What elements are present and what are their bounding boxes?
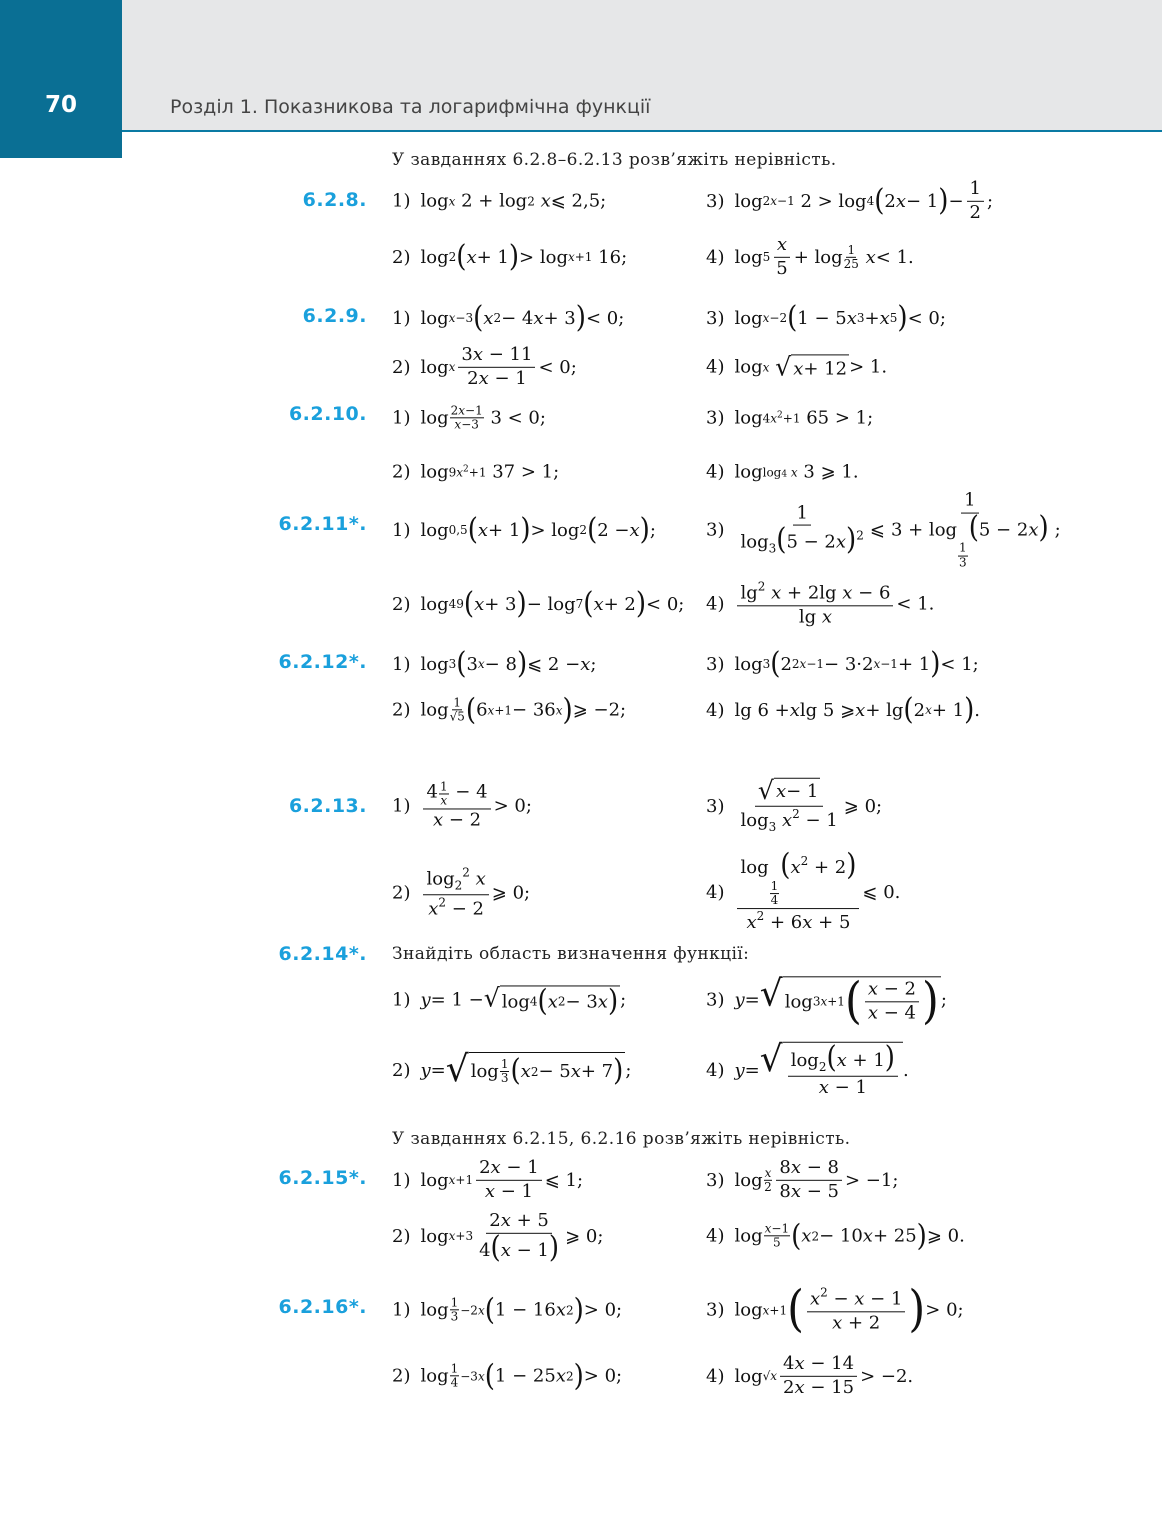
math-expression: 3) log x+1 ( $\frac{x^2 - x - 1}{x + 2}$ ) > 0; bbox=[706, 1280, 964, 1339]
math-expression: 1) log 0,5 ( x + 1 ) > log 2 ( 2 − x ) ; bbox=[392, 512, 656, 548]
instruction-text: У завданнях 6.2.15, 6.2.16 розв’яжіть нерівність. bbox=[392, 1129, 851, 1149]
problem-row bbox=[0, 692, 1162, 728]
problem-row bbox=[0, 1038, 1162, 1098]
math-expression: 4) $\frac{\lg^2 x + 2\lg x - 6}{\text{lg x}}$ < 1. bbox=[706, 579, 935, 627]
problem-number: 6.2.12*. bbox=[278, 651, 367, 673]
math-expression: 2) log 1 4 −3x ( 1 − 25 x 2 ) > 0; bbox=[392, 1358, 623, 1394]
problem-row bbox=[0, 972, 1162, 1030]
math-expression: 1) log 3 ( 3 x − 8 ) ⩽ 2 − x ; bbox=[392, 646, 597, 682]
math-expression: 2) log $9x^2+1$ 37 > 1; bbox=[392, 461, 560, 483]
math-expression: 4) y = √ $\frac{\log_2(x + 1)}{x - 1}$ . bbox=[706, 1038, 909, 1098]
math-expression: 2) log x+3 $\frac{2x + 5}{4(x - 1)}$ ⩾ 0; bbox=[392, 1209, 604, 1265]
problem-row bbox=[0, 579, 1162, 627]
problem-row bbox=[0, 1352, 1162, 1398]
math-expression: 1) log x−3 ( x 2 − 4 x + 3 ) < 0; bbox=[392, 300, 625, 336]
math-expression: 4) log √x $\frac{4x - 14}{2x - 15}$ > −2. bbox=[706, 1352, 914, 1398]
math-expression: 4) log 5 $\frac{x}{5}$ + log 1 25 x < 1. bbox=[706, 233, 914, 279]
math-expression: 1) log 1 3 −2x ( 1 − 16 x 2 ) > 0; bbox=[392, 1292, 623, 1328]
problem-row bbox=[0, 1209, 1162, 1265]
math-expression: 3) $\frac{1}{\log_3(5 - 2x)^2}$ ⩽ 1 3 + log $\frac{1}{3}$ (5 − 2x) ; bbox=[706, 489, 1061, 570]
math-expression: 1) log x+1 $\frac{2x - 1}{x - 1}$ ⩽ 1; bbox=[392, 1156, 584, 1202]
math-expression: 3) log 3 ( 2 2x−1 − 3·2 x−1 + 1 ) < 1; bbox=[706, 646, 979, 682]
math-expression: 1) log 2x−1 x−3 3 < 0; bbox=[392, 403, 546, 432]
chapter-title: Розділ 1. Показникова та логарифмічна функції bbox=[170, 96, 651, 118]
math-expression: 3) √ x − 1 $\log_3 x^2 - 1$ ⩾ 0; bbox=[706, 775, 883, 834]
math-expression: 2) y = √ log 1 3 ( x 2 − 5 x + 7 ) ; bbox=[392, 1049, 632, 1090]
math-expression: 2) log 1 √5 ( 6 x+1 − 36 x ) ⩾ −2; bbox=[392, 692, 627, 728]
math-expression: 3) log 2x−1 2 > log 4 ( 2 x − 1 ) − $\frac{1}{2}$ ; bbox=[706, 177, 994, 223]
math-expression: 3) log x 2 $\frac{8x - 8}{8x - 5}$ > −1; bbox=[706, 1156, 899, 1202]
problem-row bbox=[0, 343, 1162, 389]
page-number: 70 bbox=[44, 92, 77, 118]
math-expression: 4) log log4 x 3 ⩾ 1. bbox=[706, 461, 859, 483]
math-expression: 4) log $\frac{1}{4}$ $(x^2 + 2)$ $x^2 + 6x + 5$ ⩽ 0. bbox=[706, 847, 901, 934]
math-expression: 4) lg 6 + x lg 5 ⩾ x + lg ( 2 x + 1 ) . bbox=[706, 692, 981, 728]
instruction-text: Знайдіть область визначення функції: bbox=[392, 944, 750, 964]
math-expression: 1) 4 $\frac{1}{x}$ − 4 x − 2 > 0; bbox=[392, 779, 532, 831]
math-expression: 2) $\frac{\log_2^2 x}{x^2 - 2}$ ⩾ 0; bbox=[392, 865, 531, 920]
problem-number: 6.2.15*. bbox=[278, 1167, 367, 1189]
instruction-text: У завданнях 6.2.8–6.2.13 розв’яжіть нерівність. bbox=[392, 150, 837, 170]
problem-number: 6.2.16*. bbox=[278, 1296, 367, 1318]
math-expression: 4) log x−1 5 ( x 2 − 10 x + 25 ) ⩾ 0. bbox=[706, 1218, 965, 1254]
problem-number: 6.2.9. bbox=[302, 305, 367, 327]
math-expression: 3) log x−2 ( 1 − 5 x 3 + x 5 ) < 0; bbox=[706, 300, 946, 336]
problem-row bbox=[0, 847, 1162, 934]
problem-row bbox=[0, 233, 1162, 279]
math-expression: 2) log 2 ( x + 1 ) > log x+1 16; bbox=[392, 239, 628, 275]
math-expression: 4) log x √ x + 12 > 1. bbox=[706, 352, 888, 382]
problem-number: 6.2.11*. bbox=[278, 513, 367, 535]
math-expression: 2) log x $\frac{3x - 11}{2x - 1}$ < 0; bbox=[392, 343, 577, 389]
math-expression: 1) y = 1 − √ log 4 ( x 2 − 3 x ) ; bbox=[392, 983, 627, 1019]
problem-number: 6.2.10. bbox=[288, 403, 367, 425]
problem-number: 6.2.13. bbox=[288, 795, 367, 817]
problem-row bbox=[0, 461, 1162, 483]
problem-number: 6.2.8. bbox=[302, 189, 367, 211]
math-expression: 2) log 49 ( x + 3 ) − log 7 ( x + 2 ) < 0; bbox=[392, 586, 685, 622]
math-expression: 3) y = √ log 3x+1 ( $\frac{x - 2}{x - 4}$ ) ; bbox=[706, 972, 947, 1030]
problem-number: 6.2.14*. bbox=[278, 943, 367, 965]
math-expression: 1) log x 2 + log 2 x ⩽ 2,5; bbox=[392, 190, 607, 212]
math-expression: 3) log $4x^2+1$ 65 > 1; bbox=[706, 407, 874, 429]
